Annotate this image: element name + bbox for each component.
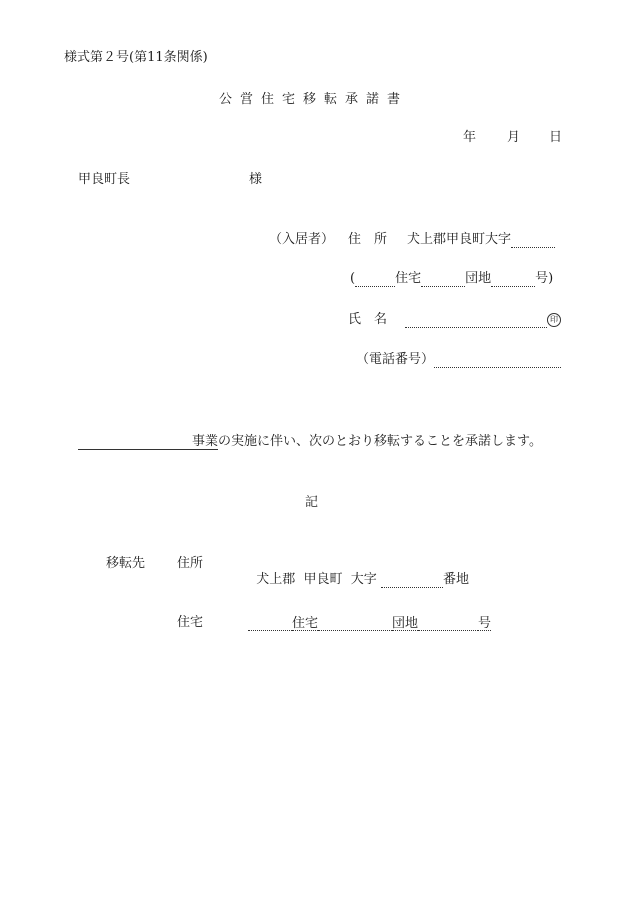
project-label: 事業	[192, 434, 219, 449]
project-name-blank[interactable]	[78, 435, 192, 450]
date-day: 日	[549, 130, 563, 145]
destination-address-row	[248, 556, 469, 588]
destination-complex-text: 団地	[392, 616, 419, 631]
applicant-name-row	[405, 312, 561, 328]
applicant-address-label: 住 所	[348, 232, 388, 247]
applicant-housing-row	[350, 271, 553, 287]
applicant-housing-blank[interactable]	[355, 272, 395, 287]
destination-banchi-label: 番地	[442, 572, 469, 587]
paren-open: (	[350, 271, 356, 286]
addressee-name: 甲良町長	[78, 172, 131, 187]
destination-complex-blank[interactable]	[318, 616, 392, 631]
destination-address-value: 犬上郡 甲良町 大字	[256, 572, 377, 587]
date-month: 月	[507, 130, 521, 145]
destination-banchi-blank[interactable]	[381, 573, 443, 588]
destination-label: 移転先	[106, 556, 146, 571]
statement-row	[78, 434, 542, 450]
seal-icon: 印	[547, 313, 561, 327]
applicant-complex-blank[interactable]	[421, 272, 465, 287]
destination-housing-row	[248, 615, 491, 631]
applicant-phone-blank[interactable]	[434, 353, 561, 368]
destination-housing-text: 住宅	[292, 616, 319, 631]
destination-address-label: 住所	[177, 556, 204, 571]
date-year: 年	[463, 130, 477, 145]
applicant-number-blank[interactable]	[491, 272, 535, 287]
destination-number-blank[interactable]	[418, 616, 478, 631]
ki-heading: 記	[305, 495, 319, 510]
destination-housing-label: 住宅	[177, 615, 204, 630]
applicant-number-label: 号)	[535, 271, 554, 286]
document-title: 公営住宅移転承諾書	[219, 92, 409, 107]
applicant-phone-label: （電話番号）	[356, 352, 435, 367]
applicant-role: （入居者）	[269, 232, 335, 247]
applicant-phone-row	[434, 352, 561, 368]
applicant-address-blank[interactable]	[511, 233, 555, 248]
applicant-name-label: 氏 名	[348, 312, 388, 327]
applicant-housing-label: 住宅	[395, 271, 422, 286]
form-number: 様式第２号(第11条関係)	[64, 50, 208, 65]
applicant-address-value: 犬上郡甲良町大字	[407, 232, 512, 247]
addressee-honorific: 様	[249, 172, 263, 187]
statement-text: の実施に伴い、次のとおり移転することを承諾します。	[218, 434, 542, 449]
applicant-complex-label: 団地	[465, 271, 492, 286]
applicant-address-row	[407, 232, 555, 248]
applicant-name-blank[interactable]	[405, 313, 547, 328]
destination-housing-blank[interactable]	[248, 616, 292, 631]
destination-number-text: 号	[478, 616, 492, 631]
